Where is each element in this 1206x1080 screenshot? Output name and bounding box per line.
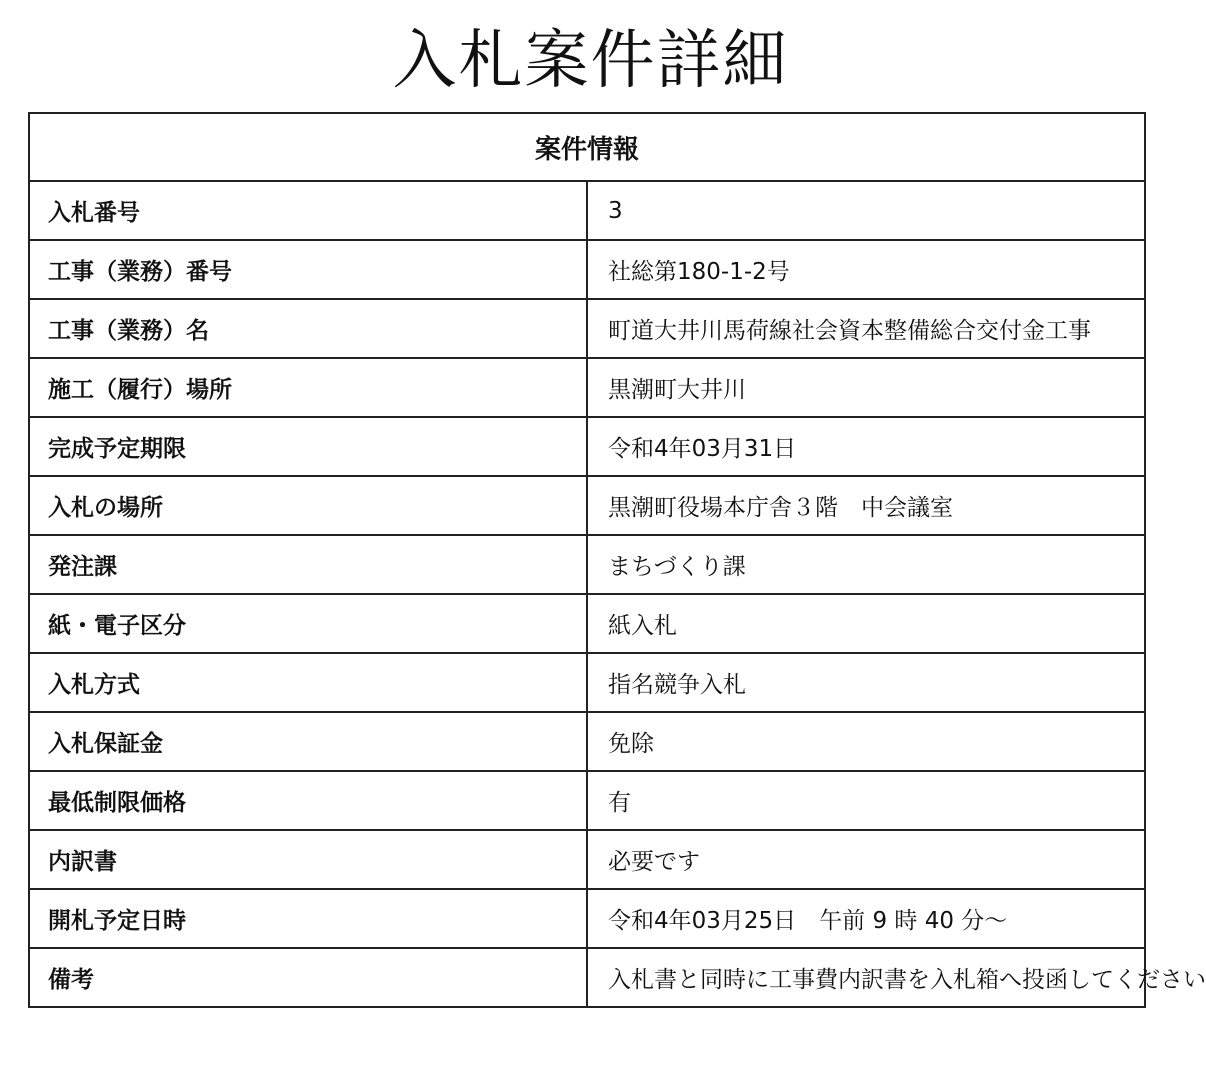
page-title: 入札案件詳細 [392, 24, 789, 98]
row-label: 工事（業務）名 [29, 299, 587, 358]
row-value: 入札書と同時に工事費内訳書を入札箱へ投函してください [587, 948, 1145, 1007]
row-label: 工事（業務）番号 [29, 240, 587, 299]
row-label: 入札の場所 [29, 476, 587, 535]
row-value: 社総第180-1-2号 [587, 240, 1145, 299]
table-row [29, 830, 1145, 889]
row-value: 令和4年03月31日 [587, 417, 1145, 476]
table-row [29, 358, 1145, 417]
table-row [29, 948, 1145, 1007]
table-row [29, 889, 1145, 948]
row-value: 必要です [587, 830, 1145, 889]
row-label: 開札予定日時 [29, 889, 587, 948]
table-row [29, 771, 1145, 830]
row-label: 完成予定期限 [29, 417, 587, 476]
row-value: 黒潮町大井川 [587, 358, 1145, 417]
table-header-row [29, 113, 1145, 181]
row-label: 入札保証金 [29, 712, 587, 771]
row-value: 3 [587, 181, 1145, 240]
row-label: 紙・電子区分 [29, 594, 587, 653]
table-row [29, 240, 1145, 299]
row-label: 入札番号 [29, 181, 587, 240]
row-value: 指名競争入札 [587, 653, 1145, 712]
row-label: 施工（履行）場所 [29, 358, 587, 417]
row-label: 内訳書 [29, 830, 587, 889]
table-row [29, 653, 1145, 712]
row-value: 町道大井川馬荷線社会資本整備総合交付金工事 [587, 299, 1145, 358]
row-label: 備考 [29, 948, 587, 1007]
section-header: 案件情報 [29, 113, 1145, 181]
table-row [29, 712, 1145, 771]
table-row [29, 417, 1145, 476]
table-row [29, 181, 1145, 240]
row-value: 有 [587, 771, 1145, 830]
table-row [29, 535, 1145, 594]
row-value: まちづくり課 [587, 535, 1145, 594]
row-label: 入札方式 [29, 653, 587, 712]
table-row [29, 594, 1145, 653]
row-value: 令和4年03月25日 午前 9 時 40 分～ [587, 889, 1145, 948]
row-value: 黒潮町役場本庁舎３階 中会議室 [587, 476, 1145, 535]
row-value: 紙入札 [587, 594, 1145, 653]
table-row [29, 299, 1145, 358]
row-label: 発注課 [29, 535, 587, 594]
row-label: 最低制限価格 [29, 771, 587, 830]
bid-detail-table [28, 112, 1206, 1008]
row-value: 免除 [587, 712, 1145, 771]
table-row [29, 476, 1145, 535]
